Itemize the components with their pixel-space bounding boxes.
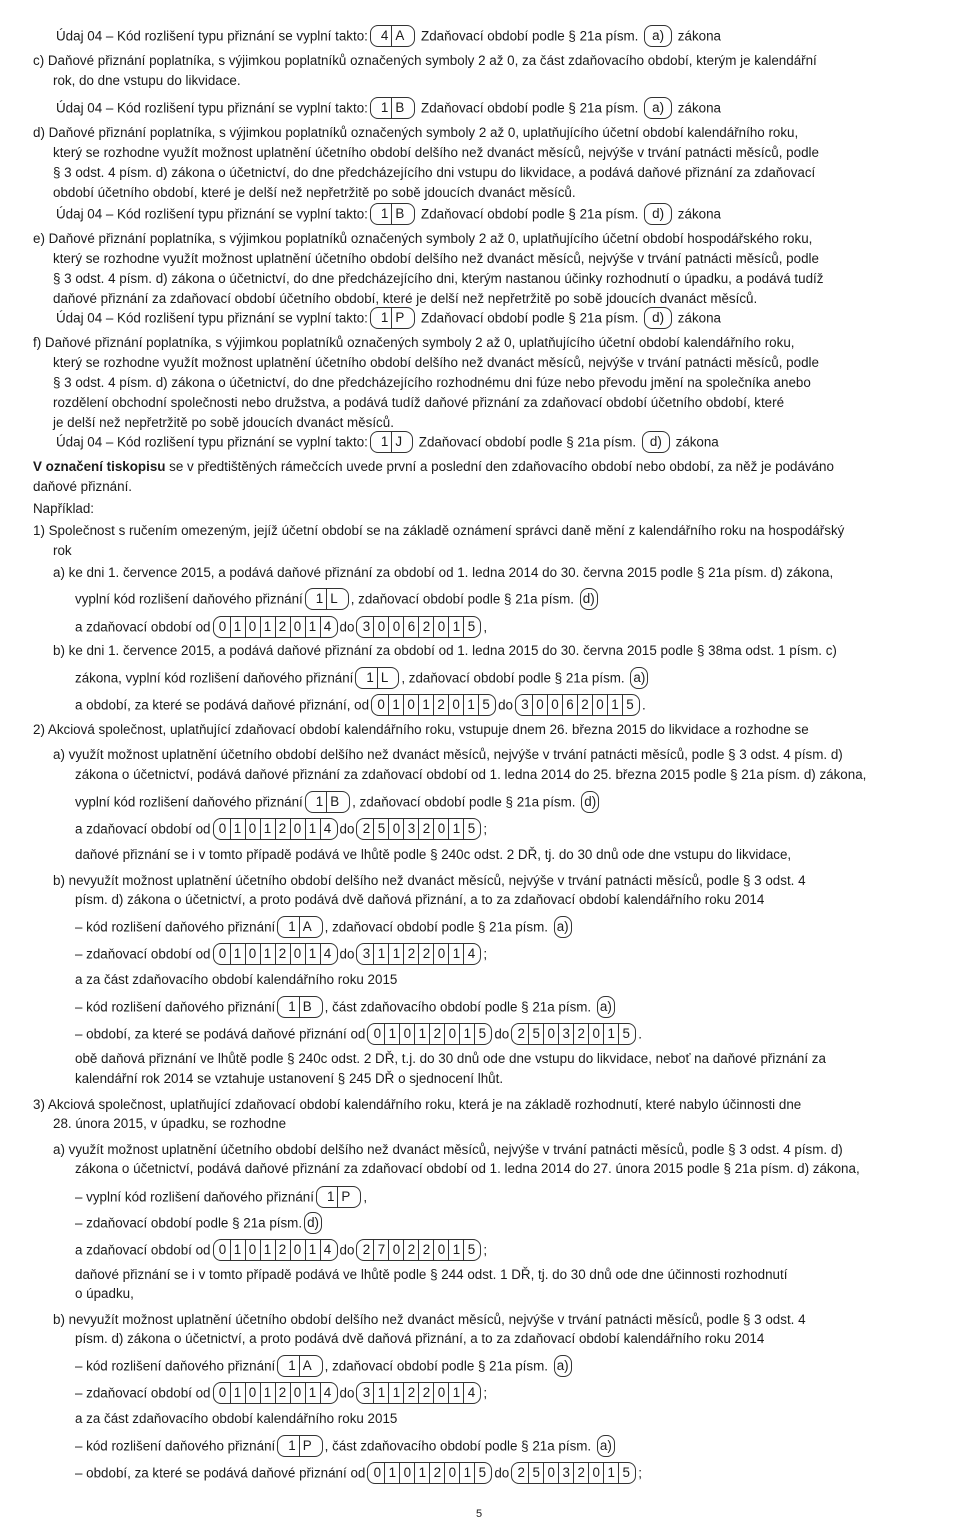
ex2a-period-line: a zdaňovací období od 0 1 0 1 2 0 1 4 do 2 5 0 3 2 0 1 5 ; xyxy=(75,819,487,841)
code-segment: B xyxy=(299,997,315,1017)
date-digit: 0 xyxy=(290,617,305,637)
code-segment: 1 xyxy=(315,794,324,809)
ex1a-period-line: a zdaňovací období od 0 1 0 1 2 0 1 4 do 3 0 0 6 2 0 1 5 , xyxy=(75,617,487,639)
date-digit: 2 xyxy=(275,617,290,637)
ex3b-part-2015: a za část zdaňovacího období kalendářního roku 2015 xyxy=(75,1411,398,1426)
date-digit: 0 xyxy=(588,1463,603,1483)
udaj-line-3: Údaj 04 – Kód rozlišení typu přiznání se vyplní takto: 1 B Zdaňovací období podle § 21a písm. d) zákona xyxy=(56,204,721,226)
date-digit: 0 xyxy=(377,697,385,712)
date-digit: 5 xyxy=(463,819,478,839)
code-box xyxy=(277,1435,322,1457)
para-d4: období účetního období, které je delší než nepřetržitě po sobě jdoucích dvanáct měsíců. xyxy=(53,185,576,200)
date-box xyxy=(213,818,338,840)
code-segment: B xyxy=(391,98,407,118)
date-box xyxy=(213,943,338,965)
udaj-line-4: Údaj 04 – Kód rozlišení typu přiznání se vyplní takto: 1 P Zdaňovací období podle § 21a písm. d) zákona xyxy=(56,308,721,330)
date-digit: 1 xyxy=(260,1383,275,1403)
date-digit: 2 xyxy=(362,1242,371,1257)
code-segment: 1 xyxy=(288,999,296,1014)
date-digit: 0 xyxy=(245,1240,260,1260)
date-digit: 1 xyxy=(230,944,245,964)
ex2b-code-2015: – kód rozlišení daňového přiznání 1 B , část zdaňovacího období podle § 21a písm. a) xyxy=(75,997,617,1019)
date-digit: 5 xyxy=(528,1463,543,1483)
date-box xyxy=(356,818,481,840)
ex2b-line1: b) nevyužít možnost uplatnění účetního období delšího než dvanáct měsíců, nejvýše v trvání patnácti měsíců, podle § 3 odst. 4 xyxy=(53,873,806,888)
date-digit: 4 xyxy=(320,944,335,964)
udaj-line-5: Údaj 04 – Kód rozlišení typu přiznání se vyplní takto: 1 J Zdaňovací období podle § 21a písm. d) zákona xyxy=(56,432,719,454)
date-box xyxy=(213,1382,338,1404)
date-digit: 2 xyxy=(517,1026,525,1041)
code-box xyxy=(370,431,413,453)
ex2b-code-2014: – kód rozlišení daňového přiznání 1 A , zdaňovací období podle § 21a písm. a) xyxy=(75,917,574,939)
letter-box: a) xyxy=(554,1355,572,1377)
date-digit: 1 xyxy=(260,1240,275,1260)
date-digit: 0 xyxy=(245,819,260,839)
para-e3: § 3 odst. 4 písm. d) zákona o účetnictví, do dne předcházejícího dni, kterým nastanou účinky rozhodnutí o úpadku, a podává tudíž xyxy=(53,271,824,286)
code-box xyxy=(355,667,399,689)
date-digit: 0 xyxy=(218,946,227,961)
date-digit: 5 xyxy=(463,617,478,637)
date-digit: 2 xyxy=(418,1240,433,1260)
date-digit: 2 xyxy=(275,1383,290,1403)
date-digit: 1 xyxy=(260,819,275,839)
ex2a-line2: zákona o účetnictví, podává daňové přiznání za zdaňovací období od 1. ledna 2014 do 25. března 2015 podle § 21a písm. d) zákona, xyxy=(75,767,867,782)
ex2-line1: 2) Akciová společnost, uplatňující zdaňovací období kalendářního roku, vstupuje dnem 26. března 2015 do likvidace a rozhodne se xyxy=(33,722,809,737)
date-box xyxy=(213,616,338,638)
date-digit: 0 xyxy=(444,1463,459,1483)
date-digit: 1 xyxy=(459,1024,474,1044)
para-f2: který se rozhodne využít možnost uplatnění účetního období delšího než dvanáct měsíců, nejvýše v trvání patnácti měsíců, podle xyxy=(53,355,819,370)
date-digit: 0 xyxy=(399,1463,414,1483)
code-box xyxy=(316,1186,361,1208)
date-digit: 0 xyxy=(373,1026,382,1041)
letter-box: a) xyxy=(554,916,572,938)
ex3a-note2: o úpadku, xyxy=(75,1286,134,1301)
date-digit: 1 xyxy=(459,1463,474,1483)
date-digit: 0 xyxy=(373,617,388,637)
code-box xyxy=(370,97,415,119)
letter-box: a) xyxy=(644,97,672,119)
date-digit: 1 xyxy=(414,1024,429,1044)
date-box xyxy=(511,1023,636,1045)
ex3-line2: 28. února 2015, v úpadku, se rozhodne xyxy=(53,1116,287,1131)
code-box xyxy=(305,588,349,610)
date-digit: 2 xyxy=(275,1240,290,1260)
date-digit: 0 xyxy=(399,1024,414,1044)
date-digit: 2 xyxy=(418,944,433,964)
date-digit: 2 xyxy=(418,1383,433,1403)
ex3b-line2: písm. d) zákona o účetnictví, a proto podává dvě daňová přiznání, a to za zdaňovací období kalendářního roku 2014 xyxy=(75,1331,765,1346)
date-digit: 4 xyxy=(320,1383,335,1403)
date-digit: 1 xyxy=(603,1463,618,1483)
date-digit: 1 xyxy=(230,1383,245,1403)
date-digit: 0 xyxy=(433,1240,448,1260)
ex1b-line1: b) ke dni 1. července 2015, a podává daňové přiznání za období od 1. ledna 2015 do 30. června 2015 podle § 38ma odst. 1 písm. c) xyxy=(53,643,837,658)
date-digit: 0 xyxy=(218,821,227,836)
ex3b-code-2014: – kód rozlišení daňového přiznání 1 A , zdaňovací období podle § 21a písm. a) xyxy=(75,1356,574,1378)
date-digit: 2 xyxy=(573,1463,588,1483)
date-digit: 3 xyxy=(362,946,371,961)
code-segment: 1 xyxy=(315,591,324,606)
date-box xyxy=(356,1382,481,1404)
date-digit: 1 xyxy=(373,944,388,964)
date-digit: 0 xyxy=(403,695,418,715)
para-d3: § 3 odst. 4 písm. d) zákona o účetnictví, do dne předcházejícího dni vstupu do likvidace, a podává daňové přiznání za zdaňovací xyxy=(53,165,816,180)
date-digit: 5 xyxy=(373,819,388,839)
date-digit: 1 xyxy=(384,1463,399,1483)
date-digit: 4 xyxy=(320,1240,335,1260)
date-digit: 1 xyxy=(448,1240,463,1260)
date-box xyxy=(356,616,481,638)
ex2b-part-2015: a za část zdaňovacího období kalendářního roku 2015 xyxy=(75,972,398,987)
date-box xyxy=(356,1239,481,1261)
code-segment: A xyxy=(391,26,407,46)
date-digit: 0 xyxy=(290,1240,305,1260)
date-digit: 1 xyxy=(448,944,463,964)
letter-box: a) xyxy=(597,1435,615,1457)
v-oznaceni-line-2: daňové přiznání. xyxy=(33,479,133,494)
date-box xyxy=(515,694,640,716)
date-digit: 0 xyxy=(245,944,260,964)
date-digit: 0 xyxy=(218,619,227,634)
para-d2: který se rozhodne využít možnost uplatnění účetního období delšího než dvanáct měsíců, nejvýše v trvání patnácti měsíců, podle xyxy=(53,145,819,160)
date-digit: 0 xyxy=(290,1383,305,1403)
date-digit: 1 xyxy=(230,819,245,839)
date-digit: 6 xyxy=(562,695,577,715)
code-segment: J xyxy=(391,432,405,452)
ex3a-note1: daňové přiznání se i v tomto případě podává ve lhůtě podle § 244 odst. 1 DŘ, tj. do 30 dnů ode dne účinnosti rozhodnutí xyxy=(75,1267,788,1282)
ex1a-line1: a) ke dni 1. července 2015, a podává daňové přiznání za období od 1. ledna 2014 do 30. června 2015 podle § 21a písm. d) zákona, xyxy=(53,565,834,580)
date-digit: 5 xyxy=(622,695,637,715)
date-digit: 0 xyxy=(592,695,607,715)
letter-box: a) xyxy=(597,996,615,1018)
date-digit: 0 xyxy=(373,1465,382,1480)
date-digit: 4 xyxy=(463,944,478,964)
ex3b-line1: b) nevyužít možnost uplatnění účetního období delšího než dvanáct měsíců, nejvýše v trvání patnácti měsíců, podle § 3 odst. 4 xyxy=(53,1312,806,1327)
letter-box: d) xyxy=(581,791,599,813)
date-digit: 2 xyxy=(403,1383,418,1403)
date-digit: 5 xyxy=(618,1463,633,1483)
ex3-line1: 3) Akciová společnost, uplatňující zdaňovací období kalendářního roku, která je na základě rozhodnutí, které nabylo účinnosti dne xyxy=(33,1097,802,1112)
date-digit: 2 xyxy=(577,695,592,715)
para-e1: e) Daňové přiznání poplatníka, s výjimkou poplatníků označených symboly 2 až 0, uplatňujícího účetní období hospodářského roku, xyxy=(33,231,813,246)
date-digit: 3 xyxy=(558,1463,573,1483)
ex1b-period-line: a období, za které se podává daňové přiznání, od 0 1 0 1 2 0 1 5 do 3 0 0 6 2 0 1 5 . xyxy=(75,695,646,717)
date-box xyxy=(356,943,481,965)
date-digit: 1 xyxy=(448,1383,463,1403)
date-digit: 1 xyxy=(414,1463,429,1483)
date-digit: 0 xyxy=(444,1024,459,1044)
date-digit: 1 xyxy=(260,617,275,637)
code-segment: B xyxy=(391,204,407,224)
ex3b-code-2015: – kód rozlišení daňového přiznání 1 P , část zdaňovacího období podle § 21a písm. a) xyxy=(75,1436,617,1458)
letter-box: d) xyxy=(304,1212,322,1234)
date-digit: 3 xyxy=(521,697,529,712)
code-segment: A xyxy=(299,1356,315,1376)
date-digit: 1 xyxy=(305,944,320,964)
date-digit: 0 xyxy=(388,1240,403,1260)
ex3a-line1: a) využít možnost uplatnění účetního období delšího než dvanáct měsíců, nejvýše v trvání patnácti měsíců, podle § 3 odst. 4 písm. d) xyxy=(53,1142,843,1157)
date-digit: 2 xyxy=(429,1024,444,1044)
date-digit: 5 xyxy=(618,1024,633,1044)
date-digit: 0 xyxy=(388,617,403,637)
code-segment: 1 xyxy=(288,1438,296,1453)
code-segment: 1 xyxy=(380,206,389,221)
date-digit: 0 xyxy=(290,944,305,964)
ex3a-line2: zákona o účetnictví, podává daňové přiznání za zdaňovací období od 1. ledna 2014 do 27. února 2015 podle § 21a písm. d) zákona, xyxy=(75,1161,860,1176)
date-digit: 2 xyxy=(275,819,290,839)
date-box xyxy=(371,694,496,716)
date-digit: 0 xyxy=(588,1024,603,1044)
date-digit: 0 xyxy=(290,819,305,839)
date-box xyxy=(213,1239,338,1261)
code-segment: L xyxy=(377,668,391,688)
example-heading: Například: xyxy=(33,501,95,516)
code-segment: 4 xyxy=(380,28,389,43)
date-digit: 1 xyxy=(305,617,320,637)
date-digit: 0 xyxy=(532,695,547,715)
ex3a-period-line: a zdaňovací období od 0 1 0 1 2 0 1 4 do 2 7 0 2 2 0 1 5 ; xyxy=(75,1240,487,1262)
date-digit: 2 xyxy=(573,1024,588,1044)
date-digit: 4 xyxy=(320,819,335,839)
letter-box: d) xyxy=(580,588,598,610)
code-box xyxy=(277,916,322,938)
ex2b-line2: písm. d) zákona o účetnictví, a proto podává dvě daňová přiznání, a to za zdaňovací období kalendářního roku 2014 xyxy=(75,892,765,907)
date-digit: 0 xyxy=(433,819,448,839)
date-digit: 0 xyxy=(547,695,562,715)
date-digit: 0 xyxy=(388,819,403,839)
code-box xyxy=(370,203,415,225)
date-digit: 2 xyxy=(418,617,433,637)
date-digit: 3 xyxy=(362,619,371,634)
para-c2: rok, do dne vstupu do likvidace. xyxy=(53,73,241,88)
ex1a-code-line: vyplní kód rozlišení daňového přiznání 1 L , zdaňovací období podle § 21a písm. d) xyxy=(75,589,600,611)
udaj-line-2: Údaj 04 – Kód rozlišení typu přiznání se vyplní takto: 1 B Zdaňovací období podle § 21a písm. a) zákona xyxy=(56,98,721,120)
date-digit: 0 xyxy=(218,1385,227,1400)
ex1-line2: rok xyxy=(53,543,72,558)
date-digit: 0 xyxy=(433,1383,448,1403)
date-digit: 0 xyxy=(245,617,260,637)
udaj-line-1: Údaj 04 – Kód rozlišení typu přiznání se vyplní takto: 4 A Zdaňovací období podle § 21a písm. a) zákona xyxy=(56,26,721,48)
date-digit: 1 xyxy=(603,1024,618,1044)
date-digit: 2 xyxy=(433,695,448,715)
code-box xyxy=(277,1355,322,1377)
date-digit: 1 xyxy=(463,695,478,715)
date-digit: 6 xyxy=(403,617,418,637)
date-digit: 0 xyxy=(448,695,463,715)
para-f3: § 3 odst. 4 písm. d) zákona o účetnictví, do dne předcházejícího rozhodnému dni fúze nebo převodu jmění na společníka anebo xyxy=(53,375,811,390)
code-box xyxy=(370,307,415,329)
para-d1: d) Daňové přiznání poplatníka, s výjimkou poplatníků označených symboly 2 až 0, uplatňujícího účetní období kalendářního roku, xyxy=(33,125,799,140)
ex2b-note1: obě daňová přiznání ve lhůtě podle § 240c odst. 2 DŘ, t.j. do 30 dnů ode dne vstupu do likvidace, neboť na daňové přiznání za xyxy=(75,1051,826,1066)
date-digit: 0 xyxy=(245,1383,260,1403)
code-segment: 1 xyxy=(380,434,389,449)
para-f4: rozdělení obchodní společnosti nebo družstva, a podává tudíž daňové přiznání za zdaňovací období účetního období, které xyxy=(53,395,785,410)
code-segment: 1 xyxy=(288,919,296,934)
date-digit: 1 xyxy=(448,617,463,637)
code-segment: 1 xyxy=(326,1189,335,1204)
code-segment: 1 xyxy=(366,670,374,685)
date-digit: 0 xyxy=(543,1463,558,1483)
date-digit: 2 xyxy=(517,1465,525,1480)
ex1-line1: 1) Společnost s ručením omezeným, jejíž účetní období se na základě oznámení správci daně mění z kalendářního roku na hospodářský xyxy=(33,523,845,538)
date-digit: 1 xyxy=(388,1383,403,1403)
para-c1: c) Daňové přiznání poplatníka, s výjimkou poplatníků označených symboly 2 až 0, za část zdaňovacího období, kterým je kalendářní xyxy=(33,53,817,68)
date-digit: 1 xyxy=(388,695,403,715)
code-segment: 1 xyxy=(380,100,389,115)
date-box xyxy=(511,1462,636,1484)
code-box xyxy=(277,996,322,1018)
date-digit: 4 xyxy=(463,1383,478,1403)
date-digit: 1 xyxy=(448,819,463,839)
ex3b-period-2014: – zdaňovací období od 0 1 0 1 2 0 1 4 do 3 1 1 2 2 0 1 4 ; xyxy=(75,1383,487,1405)
date-digit: 1 xyxy=(373,1383,388,1403)
code-segment: P xyxy=(391,308,407,328)
date-digit: 5 xyxy=(463,1240,478,1260)
date-digit: 0 xyxy=(433,617,448,637)
date-digit: 3 xyxy=(403,819,418,839)
date-digit: 1 xyxy=(388,944,403,964)
v-oznaceni-line: V označení tiskopisu se v předtištěných rámečcích uvede první a poslední den zdaňovacího období nebo období, za něž je podáváno xyxy=(33,459,834,474)
code-box xyxy=(370,25,415,47)
letter-box: a) xyxy=(644,25,672,47)
date-digit: 1 xyxy=(607,695,622,715)
date-digit: 1 xyxy=(305,1240,320,1260)
date-digit: 1 xyxy=(260,944,275,964)
date-digit: 2 xyxy=(275,944,290,964)
date-digit: 2 xyxy=(403,1240,418,1260)
code-segment: A xyxy=(299,917,315,937)
date-digit: 0 xyxy=(543,1024,558,1044)
date-digit: 1 xyxy=(418,695,433,715)
date-digit: 2 xyxy=(429,1463,444,1483)
date-digit: 1 xyxy=(305,1383,320,1403)
ex2a-line1: a) využít možnost uplatnění účetního období delšího než dvanáct měsíců, nejvýše v trvání patnácti měsíců, podle § 3 odst. 4 písm. d) xyxy=(53,747,843,762)
para-e4: daňové přiznání za zdaňovací období účetního období, které je delší než nepřetržitě po sobě jdoucích dvanáct měsíců. xyxy=(53,291,758,306)
date-digit: 2 xyxy=(418,819,433,839)
date-digit: 5 xyxy=(528,1024,543,1044)
code-segment: 1 xyxy=(380,310,389,325)
code-segment: 1 xyxy=(288,1358,296,1373)
para-e2: který se rozhodne využít možnost uplatnění účetního období delšího než dvanáct měsíců, nejvýše v trvání patnácti měsíců, podle xyxy=(53,251,819,266)
letter-box: d) xyxy=(644,203,672,225)
code-box xyxy=(305,791,350,813)
letter-box: a) xyxy=(630,667,648,689)
date-digit: 0 xyxy=(218,1242,227,1257)
code-segment: L xyxy=(326,589,340,609)
ex1b-code-line: zákona, vyplní kód rozlišení daňového přiznání 1 L , zdaňovací období podle § 21a písm. a) xyxy=(75,668,650,690)
date-digit: 5 xyxy=(474,1463,489,1483)
date-box xyxy=(367,1023,492,1045)
ex3b-period-2015: – období, za které se podává daňové přiznání od 0 1 0 1 2 0 1 5 do 2 5 0 3 2 0 1 5 ; xyxy=(75,1463,642,1485)
code-segment: P xyxy=(337,1187,353,1207)
para-f5: je delší než nepřetržitě po sobě jdoucích dvanáct měsíců. xyxy=(53,415,394,430)
date-digit: 1 xyxy=(230,617,245,637)
ex2b-period-2014: – zdaňovací období od 0 1 0 1 2 0 1 4 do 3 1 1 2 2 0 1 4 ; xyxy=(75,944,487,966)
date-digit: 1 xyxy=(305,819,320,839)
ex2a-note: daňové přiznání se i v tomto případě podává ve lhůtě podle § 240c odst. 2 DŘ, tj. do 30 dnů ode dne vstupu do likvidace, xyxy=(75,847,792,862)
para-f1: f) Daňové přiznání poplatníka, s výjimkou poplatníků označených symboly 2 až 0, uplatňujícího účetní období kalendářního roku, xyxy=(33,335,795,350)
date-box xyxy=(367,1462,492,1484)
ex2b-period-2015: – období, za které se podává daňové přiznání od 0 1 0 1 2 0 1 5 do 2 5 0 3 2 0 1 5 . xyxy=(75,1024,642,1046)
date-digit: 7 xyxy=(373,1240,388,1260)
date-digit: 3 xyxy=(558,1024,573,1044)
letter-box: d) xyxy=(644,307,672,329)
code-segment: P xyxy=(299,1436,315,1456)
code-segment: B xyxy=(326,792,342,812)
date-digit: 3 xyxy=(362,1385,371,1400)
date-digit: 0 xyxy=(433,944,448,964)
page-number: 5 xyxy=(476,1508,483,1520)
date-digit: 5 xyxy=(478,695,493,715)
ex3a-period-letter: – zdaňovací období podle § 21a písm. d) xyxy=(75,1213,324,1235)
ex2b-note2: kalendářní rok 2014 se vztahuje ustanovení § 245 DŘ o sjednocení lhůt. xyxy=(75,1071,504,1086)
date-digit: 2 xyxy=(403,944,418,964)
date-digit: 2 xyxy=(362,821,371,836)
ex2a-code-line: vyplní kód rozlišení daňového přiznání 1 B , zdaňovací období podle § 21a písm. d) xyxy=(75,792,601,814)
date-digit: 5 xyxy=(474,1024,489,1044)
date-digit: 1 xyxy=(384,1024,399,1044)
date-digit: 4 xyxy=(320,617,335,637)
date-digit: 1 xyxy=(230,1240,245,1260)
ex3a-code-line: – vyplní kód rozlišení daňového přiznání 1 P , xyxy=(75,1187,367,1209)
letter-box: d) xyxy=(642,431,670,453)
